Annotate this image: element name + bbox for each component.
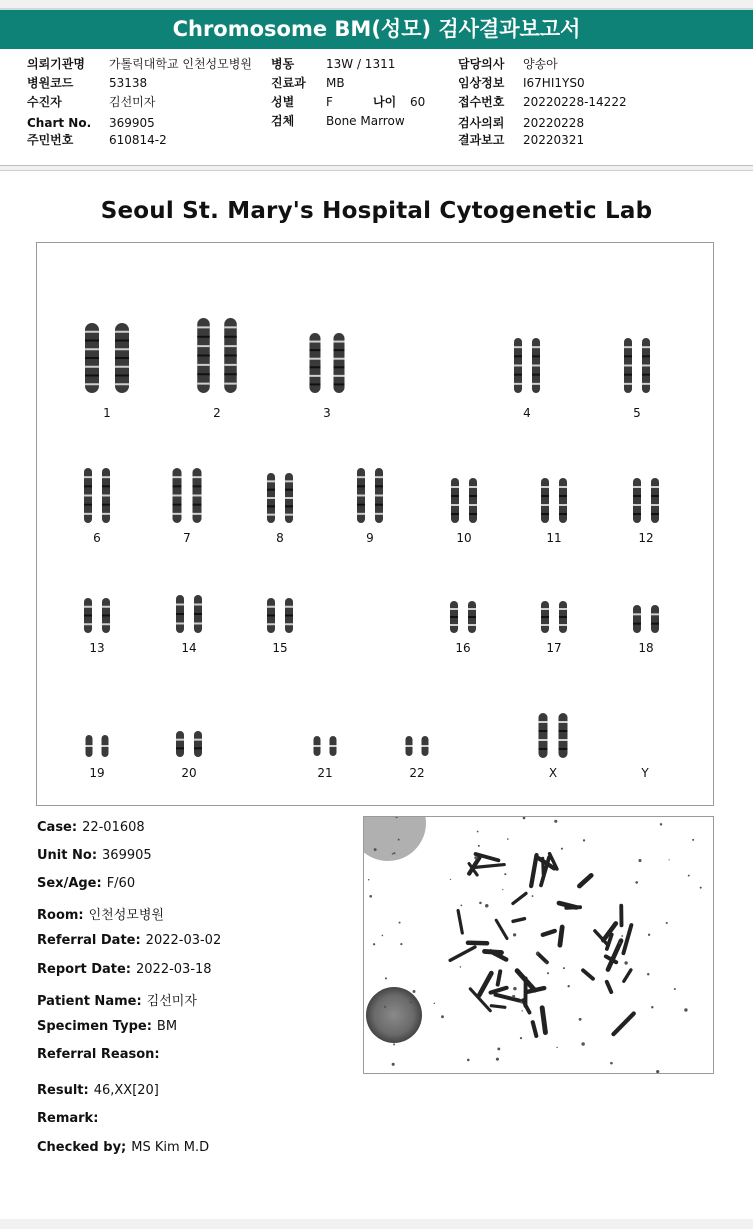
patient-info-panel [0,49,753,166]
chromosome-pair-12 [633,478,659,523]
chromosome-pair-4 [514,338,540,393]
chromosome-label-1: 1 [103,406,111,420]
case-field-11: Checked by; MS Kim M.D [37,1140,210,1155]
chromosome-label-6: 6 [93,531,101,545]
chromosome-pair-19 [86,735,109,757]
chromosome-label-15: 15 [272,641,288,655]
case-field-4: Referral Date: 2022-03-02 [37,933,222,948]
case-field-6: Patient Name: 김선미자 [37,994,197,1009]
info-sex: 성별 F 나이 60 [271,95,426,109]
chromosome-label-11: 11 [546,531,562,545]
info-specimen: 검체 Bone Marrow [271,114,405,128]
info-clinical: 임상정보 I67HI1YS0 [458,76,585,90]
chromosome-label-3: 3 [323,406,331,420]
case-field-5: Report Date: 2022-03-18 [37,962,212,977]
info-patient: 수진자 김선미자 [27,95,156,109]
lab-title: Seoul St. Mary's Hospital Cytogenetic Lab [100,198,653,224]
chromosome-pair-8 [267,473,293,523]
case-field-2: Sex/Age: F/60 [37,876,136,891]
chromosome-pair-6 [84,468,110,523]
case-field-10: Remark: [37,1111,99,1126]
chromosome-label-20: 20 [181,766,197,780]
chromosome-label-16: 16 [455,641,471,655]
info-resident-no: 주민번호 610814-2 [27,133,167,147]
case-field-9: Result: 46,XX[20] [37,1083,159,1098]
chromosome-pair-11 [541,478,567,523]
chromosome-label-Y: Y [641,766,649,780]
chromosome-pair-X [539,713,568,758]
info-ward: 병동 13W / 1311 [271,57,396,71]
case-field-0: Case: 22-01608 [37,820,145,835]
chromosome-label-18: 18 [638,641,654,655]
chromosome-label-4: 4 [523,406,531,420]
chromosome-pair-20 [176,731,202,757]
metaphase-spread-picture [364,817,713,1073]
chromosome-pair-3 [310,333,345,393]
case-field-1: Unit No: 369905 [37,848,152,863]
chromosome-pair-5 [624,338,650,393]
chromosome-pair-1 [85,323,129,393]
chromosome-label-10: 10 [456,531,472,545]
chromosome-label-9: 9 [366,531,374,545]
karyogram-drawing [37,243,713,805]
chromosome-label-13: 13 [89,641,105,655]
chromosome-pair-10 [451,478,477,523]
info-chart-no: Chart No. 369905 [27,116,155,130]
info-receipt-no: 접수번호 20220228-14222 [458,95,627,109]
case-field-3: Room: 인천성모병원 [37,908,164,923]
chromosome-label-2: 2 [213,406,221,420]
chromosome-label-8: 8 [276,531,284,545]
chromosome-pair-17 [541,601,567,633]
metaphase-image [363,816,714,1074]
chromosome-pair-9 [357,468,383,523]
chromosome-label-14: 14 [181,641,197,655]
chromosome-pair-13 [84,598,110,633]
chromosome-pair-22 [406,736,429,756]
info-institution: 의뢰기관명 가톨릭대학교 인천성모병원 [27,57,252,71]
chromosome-label-12: 12 [638,531,654,545]
report-title: Chromosome BM(성모) 검사결과보고서 [0,8,753,49]
info-doctor: 담당의사 양송아 [458,57,558,71]
info-hospital-code: 병원코드 53138 [27,76,148,90]
chromosome-pair-16 [450,601,476,633]
case-field-7: Specimen Type: BM [37,1019,178,1034]
chromosome-label-17: 17 [546,641,562,655]
chromosome-label-19: 19 [89,766,105,780]
karyogram-panel [36,242,714,806]
chromosome-label-X: X [548,766,558,780]
chromosome-pair-21 [314,736,337,756]
info-report-date: 결과보고 20220321 [458,133,585,147]
chromosome-pair-15 [267,598,293,633]
chromosome-pair-7 [173,468,202,523]
case-field-8: Referral Reason: [37,1047,160,1062]
chromosome-pair-18 [633,605,659,633]
chromosome-pair-14 [176,595,202,633]
chromosome-label-22: 22 [409,766,425,780]
chromosome-label-5: 5 [633,406,641,420]
info-department: 진료과 MB [271,76,345,90]
chromosome-label-21: 21 [317,766,333,780]
chromosome-label-7: 7 [183,531,191,545]
info-request-date: 검사의뢰 20220228 [458,116,585,130]
chromosome-pair-2 [197,318,237,393]
